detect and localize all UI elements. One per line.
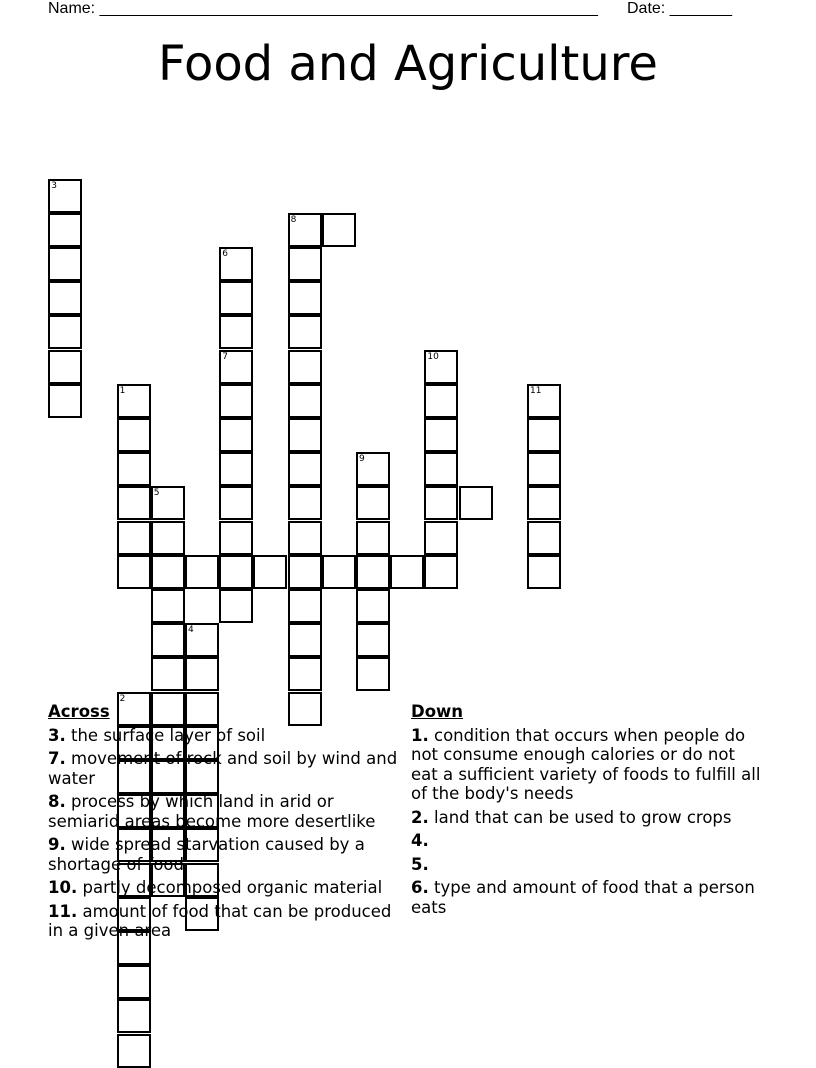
grid-cell[interactable] [151, 521, 185, 555]
grid-cell[interactable] [288, 418, 322, 452]
grid-cell[interactable] [424, 418, 458, 452]
cell-number: 2 [119, 693, 126, 704]
grid-cell[interactable] [117, 555, 151, 589]
grid-cell[interactable] [219, 315, 253, 349]
grid-cell[interactable] [219, 486, 253, 520]
grid-cell[interactable] [117, 521, 151, 555]
grid-cell[interactable] [288, 247, 322, 281]
grid-cell[interactable] [151, 555, 185, 589]
clue-number: 10. [48, 878, 78, 897]
grid-cell[interactable] [219, 452, 253, 486]
down-clue [411, 831, 761, 851]
clue-number: 1. [411, 725, 429, 745]
grid-cell[interactable] [356, 452, 390, 486]
grid-cell[interactable] [390, 555, 424, 589]
grid-cell[interactable] [117, 418, 151, 452]
grid-cell[interactable] [356, 589, 390, 623]
clue-text: movement of rock and soil by wind and water [48, 749, 398, 788]
clue-text: wide spread starvation caused by a shortage of food [48, 835, 365, 874]
grid-cell[interactable] [48, 315, 82, 349]
grid-cell[interactable] [288, 623, 322, 657]
grid-cell[interactable] [219, 589, 253, 623]
grid-cell[interactable] [117, 384, 151, 418]
cell-number: 1 [119, 385, 126, 396]
grid-cell[interactable] [185, 555, 219, 589]
clue-number: 7. [48, 749, 66, 768]
grid-cell[interactable] [356, 657, 390, 691]
cell-number: 5 [153, 488, 160, 499]
grid-cell[interactable] [151, 486, 185, 520]
grid-cell[interactable] [527, 384, 561, 418]
clue-number: 6. [411, 878, 429, 897]
clue-text: amount of food that can be produced in a given area [48, 901, 392, 940]
grid-cell[interactable] [219, 350, 253, 384]
across-heading: Across [48, 702, 110, 721]
grid-cell[interactable] [527, 452, 561, 486]
clue-number: 5. [411, 854, 429, 874]
grid-cell[interactable] [288, 657, 322, 691]
grid-cell[interactable] [288, 350, 322, 384]
grid-cell[interactable] [288, 315, 322, 349]
down-clue [411, 878, 761, 917]
grid-cell[interactable] [48, 213, 82, 247]
clue-number: 11. [48, 901, 78, 921]
cell-number: 11 [530, 385, 542, 396]
grid-cell[interactable] [288, 486, 322, 520]
grid-cell[interactable] [48, 384, 82, 418]
grid-cell[interactable] [424, 452, 458, 486]
cell-number: 10 [427, 351, 439, 362]
grid-cell[interactable] [424, 350, 458, 384]
cell-number: 6 [222, 249, 228, 259]
grid-cell[interactable] [424, 521, 458, 555]
grid-cell[interactable] [48, 281, 82, 315]
grid-cell[interactable] [48, 350, 82, 384]
down-clue [411, 855, 761, 875]
grid-cell[interactable] [288, 452, 322, 486]
grid-cell[interactable] [219, 384, 253, 418]
grid-cell[interactable] [424, 555, 458, 589]
cell-number: 8 [290, 214, 297, 225]
cell-number: 9 [359, 454, 365, 465]
across-clue [48, 835, 398, 874]
grid-cell[interactable] [151, 589, 185, 623]
grid-cell[interactable] [288, 521, 322, 555]
grid-cell[interactable] [527, 521, 561, 555]
grid-cell[interactable] [219, 521, 253, 555]
grid-cell[interactable] [356, 486, 390, 520]
clue-number: 8. [48, 792, 66, 811]
grid-cell[interactable] [288, 384, 322, 418]
grid-cell[interactable] [527, 418, 561, 452]
down-clues [411, 702, 761, 921]
across-clue [48, 902, 398, 941]
cell-number: 7 [222, 351, 228, 362]
down-clue [411, 808, 761, 828]
grid-cell[interactable] [151, 657, 185, 691]
grid-cell[interactable] [527, 486, 561, 520]
date-field[interactable]: Date: _______ [627, 0, 732, 17]
clue-number: 9. [48, 835, 66, 854]
clue-text: land that can be used to grow crops [428, 807, 732, 827]
grid-cell[interactable] [117, 1034, 151, 1068]
grid-cell[interactable] [117, 999, 151, 1033]
grid-cell[interactable] [322, 555, 356, 589]
across-clue [48, 726, 398, 746]
grid-cell[interactable] [219, 555, 253, 589]
grid-cell[interactable] [459, 486, 493, 520]
grid-cell[interactable] [288, 589, 322, 623]
grid-cell[interactable] [48, 179, 82, 213]
grid-cell[interactable] [288, 555, 322, 589]
cell-number: 4 [188, 625, 194, 636]
grid-cell[interactable] [185, 623, 219, 657]
across-clue [48, 878, 398, 898]
clue-text: the surface layer of soil [65, 725, 266, 745]
grid-cell[interactable] [117, 452, 151, 486]
across-clue [48, 749, 398, 788]
grid-cell[interactable] [424, 486, 458, 520]
grid-cell[interactable] [356, 521, 390, 555]
clue-number: 2. [411, 807, 429, 827]
clue-text: condition that occurs when people do not consume enough calories or do not eat a sufficient variety of foods to fulfill all of the body's needs [411, 725, 761, 803]
grid-cell[interactable] [219, 418, 253, 452]
across-clues [48, 702, 398, 945]
grid-cell[interactable] [117, 965, 151, 999]
grid-cell[interactable] [288, 281, 322, 315]
grid-cell[interactable] [185, 657, 219, 691]
cell-number: 3 [51, 180, 57, 191]
name-field[interactable]: Name: ________________________________________________________ [48, 0, 598, 17]
grid-cell[interactable] [527, 555, 561, 589]
grid-cell[interactable] [356, 555, 390, 589]
across-clue [48, 792, 398, 831]
down-heading: Down [411, 702, 464, 721]
grid-cell[interactable] [151, 623, 185, 657]
clue-number: 4. [411, 831, 429, 850]
grid-cell[interactable] [219, 247, 253, 281]
grid-cell[interactable] [117, 486, 151, 520]
grid-cell[interactable] [356, 623, 390, 657]
clue-text: partly decomposed organic material [77, 878, 383, 897]
page-title: Food and Agriculture [158, 36, 658, 92]
clue-text: type and amount of food that a person eats [411, 878, 755, 917]
grid-cell[interactable] [322, 213, 356, 247]
grid-cell[interactable] [219, 281, 253, 315]
grid-cell[interactable] [253, 555, 287, 589]
grid-cell[interactable] [48, 247, 82, 281]
down-clue [411, 726, 761, 804]
clue-number: 3. [48, 725, 66, 745]
grid-cell[interactable] [424, 384, 458, 418]
grid-cell[interactable] [288, 213, 322, 247]
clue-text: process by which land in arid or semiarid areas become more desertlike [48, 792, 376, 831]
